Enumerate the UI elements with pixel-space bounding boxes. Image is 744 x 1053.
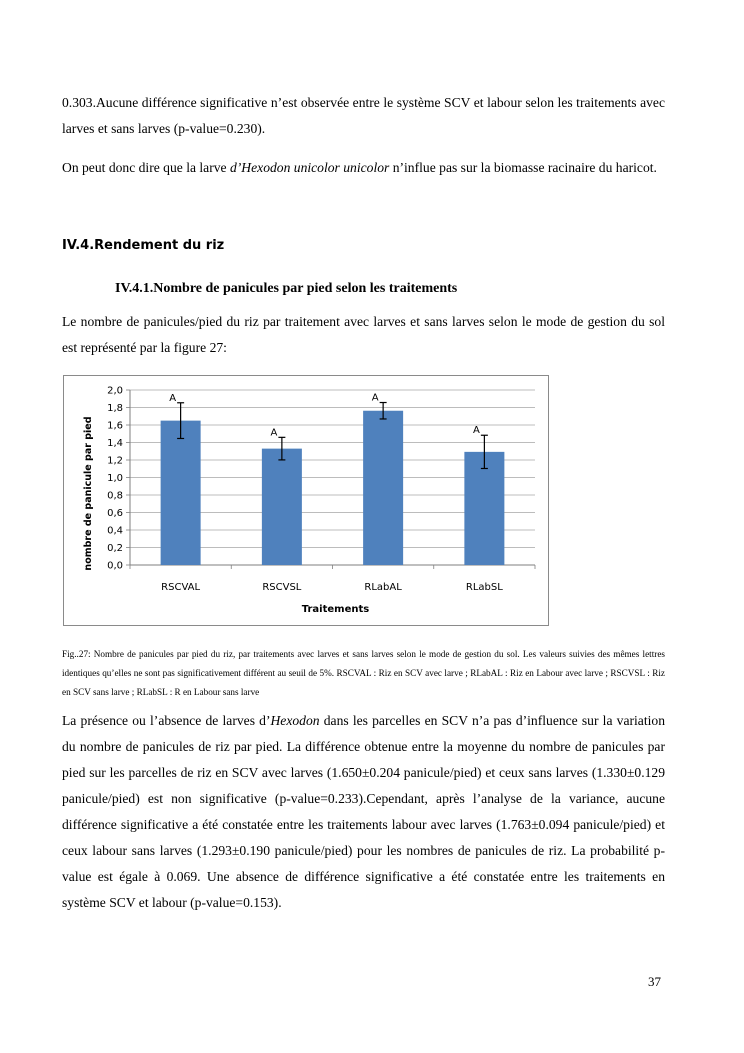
y-tick-label: 0,4 <box>107 525 123 537</box>
bar-chart <box>64 376 548 625</box>
paragraph-intro: 0.303.Aucune différence significative n’est observée entre le système SCV et labour selon les traitements avec larves et sans larves (p-value=0.230). <box>62 95 665 136</box>
paragraph-discussion <box>62 708 665 916</box>
y-tick-label: 1,4 <box>107 438 123 449</box>
page-number: 37 <box>648 974 661 989</box>
y-axis-title: nombre de panicule par pied <box>83 416 94 571</box>
y-tick-label: 1,0 <box>107 473 123 484</box>
paragraph-figure-intro: Le nombre de panicules/pied du riz par traitement avec larves et sans larves selon le mode de gestion du sol est représenté par la figure 27: <box>62 314 665 355</box>
y-tick-label: 1,6 <box>107 420 123 432</box>
section-heading: IV.4.Rendement du riz <box>62 238 225 253</box>
y-tick-label: 0,6 <box>107 508 123 519</box>
paragraph-discussion-end: dans les parcelles en SCV n’a pas d’influence sur la variation du nombre de panicules de riz par pied. La différence obtenue entre la moyenne du nombre de panicules par pied sur les parcelles de riz en SCV avec larves (1.650±0.204 panicule/pied) et ceux sans larves (1.330±0.129 panicule/pied) est non significative (p-value=0.233).Cependant, après l’analyse de la variance, aucune différence significative a été constatée entre les traitements labour avec larves (1.763±0.094 panicule/pied) et ceux labour sans larves (1.293±0.190 panicule/pied) pour les nombres de panicules de riz. La probabilité p-value est égale à 0.069. Une absence de différence significative a été constatée entre les traitements en système SCV et labour (p-value=0.153). <box>62 713 665 910</box>
subsection-heading: IV.4.1.Nombre de panicules par pied selon les traitements <box>115 281 458 296</box>
significance-letter: A <box>169 392 177 404</box>
significance-letter: A <box>371 392 379 404</box>
bar <box>262 449 302 565</box>
y-tick-label: 0,8 <box>107 490 123 502</box>
significance-letter: A <box>472 425 480 437</box>
y-tick-label: 0,0 <box>107 560 123 572</box>
paragraph-conclusion <box>62 155 665 181</box>
figure-caption: Fig..27: Nombre de panicules par pied du riz, par traitements avec larves et sans larves selon le mode de gestion du sol. Les valeurs suivies des mêmes lettres identiques qu’elles ne sont pas significativement différent au seuil de 5%. RSCVAL : Riz en SCV avec larve ; RLabAL : Riz en Labour avec larve ; RSCVSL : Riz en SCV sans larve ; RLabSL : R en Labour sans larve <box>62 649 665 697</box>
x-tick-label: RSCVSL <box>262 582 302 593</box>
bar <box>161 421 201 565</box>
y-tick-label: 2,0 <box>107 385 123 397</box>
y-tick-label: 0,2 <box>107 543 123 554</box>
x-tick-label: RSCVAL <box>161 582 201 593</box>
chart-frame <box>63 375 549 626</box>
paragraph-conclusion-end: n’influe pas sur la biomasse racinaire du haricot. <box>389 160 657 175</box>
y-tick-label: 1,8 <box>107 403 123 414</box>
x-axis-title: Traitements <box>301 604 370 615</box>
y-tick-label: 1,2 <box>107 455 123 467</box>
paragraph-discussion-start: La présence ou l’absence de larves d’ <box>62 713 271 728</box>
x-tick-label: RLabSL <box>465 582 503 593</box>
genus-name: Hexodon <box>270 713 320 728</box>
bar <box>363 411 403 565</box>
significance-letter: A <box>270 427 278 439</box>
x-tick-label: RLabAL <box>364 582 402 593</box>
paragraph-conclusion-start: On peut donc dire que la larve <box>62 160 230 175</box>
species-name: d’Hexodon unicolor unicolor <box>229 160 390 175</box>
